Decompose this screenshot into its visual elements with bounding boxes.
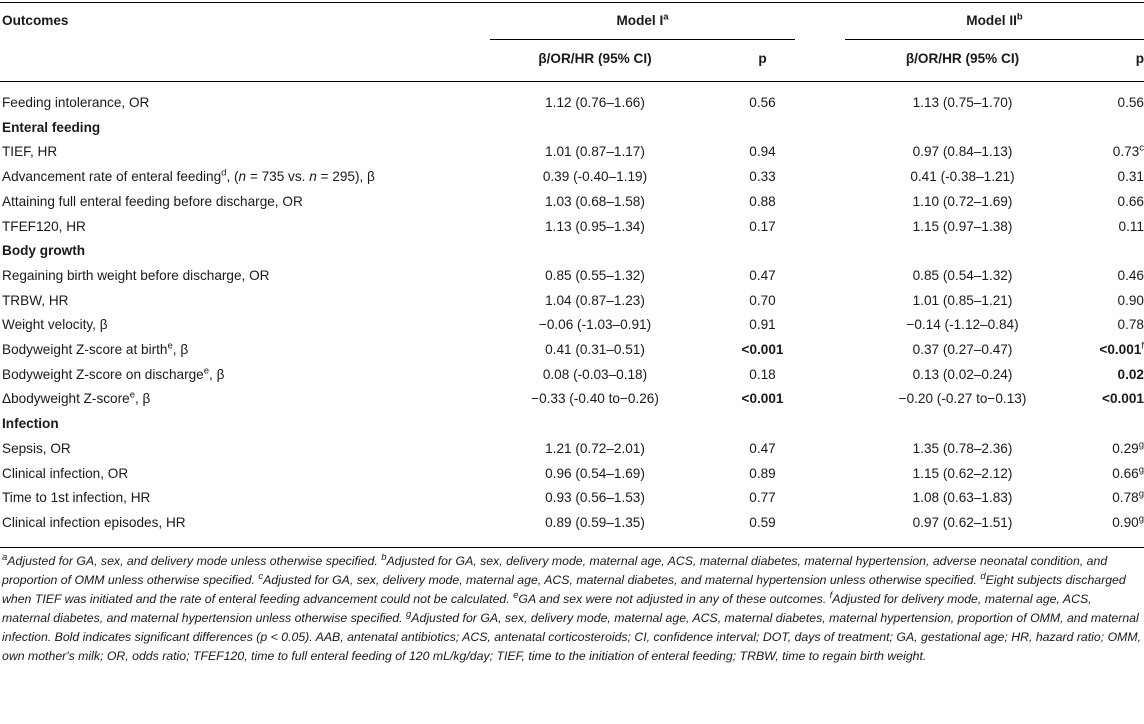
row-label: Advancement rate of enteral feeding$^d$, (n = 735 vs. n = 295), β: [2, 167, 375, 184]
section-heading: Body growth: [2, 243, 86, 258]
row-label: Δbodyweight Z-score$^e$, β: [2, 389, 151, 406]
header-p-model-1: p: [758, 51, 767, 66]
model-2-underline: [845, 39, 1144, 40]
model-2-estimate: −0.20 (-0.27 to−0.13): [898, 391, 1027, 406]
model-1-p-value: 0.33: [749, 169, 776, 184]
model-2-estimate: 0.41 (-0.38–1.21): [910, 169, 1015, 184]
model-1-p-value: 0.77: [749, 490, 776, 505]
model-1-estimate: 1.12 (0.76–1.66): [545, 95, 645, 110]
model-2-estimate: 0.97 (0.62–1.51): [912, 515, 1013, 530]
model-1-estimate: 0.08 (-0.03–0.18): [542, 367, 648, 382]
model-1-p-value: 0.94: [749, 144, 776, 159]
row-label: Attaining full enteral feeding before discharge, OR: [2, 194, 303, 209]
model-1-p-value: 0.59: [749, 515, 776, 530]
row-label: Clinical infection episodes, HR: [2, 515, 186, 530]
model-2-estimate: 0.37 (0.27–0.47): [912, 342, 1013, 357]
model-1-estimate: 1.03 (0.68–1.58): [545, 194, 645, 209]
model-1-p-value: 0.56: [749, 95, 776, 110]
model-2-p-value: 0.78$^g$: [1112, 488, 1144, 505]
model-2-p-value: 0.11: [1118, 219, 1144, 234]
model-1-estimate: 0.41 (0.31–0.51): [545, 342, 645, 357]
row-label: TFEF120, HR: [2, 219, 86, 234]
row-label: TIEF, HR: [2, 144, 58, 159]
model-1-p-value: 0.47: [749, 441, 776, 456]
row-label: Bodyweight Z-score at birth$^e$, β: [2, 340, 189, 357]
model-1-underline: [490, 39, 795, 40]
footnote-paragraph: $^a$Adjusted for GA, sex, and delivery mode unless otherwise specified. $^b$Adjusted for GA, sex, delivery mode, maternal age, ACS, maternal diabetes, maternal hypertension, adverse neonatal condition, and proportion of OMM unless otherwise specified. $^c$Adjusted for GA, sex, delivery mode, maternal age, ACS, maternal diabetes, and maternal hypertension unless otherwise specified. $^d$Eight subjects discharged when TIEF was initiated and the rate of enteral feeding advancement could not be calculated. $^e$GA and sex were not adjusted in any of these outcomes. $^f$Adjusted for delivery mode, maternal age, ACS, maternal diabetes, and maternal hypertension unless otherwise specified. $^g$Adjusted for GA, sex, delivery mode, maternal age, ACS, maternal diabetes, maternal hypertension, proportion of OMM, and maternal infection. Bold indicates significant differences (p < 0.05). AAB, antenatal antibiotics; ACS, antenatal corticosteroids; CI, confidence interval; DOT, days of treatment; GA, gestational age; HR, hazard ratio; OMM, own mother's milk; OR, odds ratio; TFEF120, time to full enteral feeding of 120 mL/kg/day; TIEF, time to the initiation of enteral feeding; TRBW, time to regain birth weight.: [2, 551, 1142, 663]
header-outcomes: Outcomes: [2, 13, 69, 28]
model-2-p-value: 0.02: [1117, 367, 1144, 382]
section-heading: Infection: [2, 416, 59, 431]
model-2-estimate: 1.15 (0.97–1.38): [912, 219, 1013, 234]
model-2-p-value: 0.29$^g$: [1112, 439, 1144, 456]
model-1-estimate: −0.33 (-0.40 to−0.26): [531, 391, 659, 406]
model-2-p-value: 0.31: [1117, 169, 1144, 184]
model-2-p-value: <0.001: [1102, 391, 1144, 406]
model-2-p-value: 0.66$^g$: [1112, 464, 1144, 481]
header-model-2: Model $II^b$: [966, 11, 1023, 28]
model-1-estimate: 0.93 (0.56–1.53): [545, 490, 645, 505]
model-2-p-value: 0.66: [1117, 194, 1144, 209]
model-1-p-value: 0.88: [749, 194, 776, 209]
header-ci-model-1: β/OR/HR (95% CI): [538, 51, 652, 66]
model-1-estimate: 1.01 (0.87–1.17): [545, 144, 645, 159]
model-1-p-value: 0.47: [749, 268, 776, 283]
row-label: Feeding intolerance, OR: [2, 95, 150, 110]
model-2-p-value: 0.56: [1117, 95, 1144, 110]
model-2-p-value: 0.78: [1117, 317, 1144, 332]
header-bottom-rule: [0, 81, 1144, 82]
row-label: Clinical infection, OR: [2, 466, 129, 481]
row-label: Weight velocity, β: [2, 317, 108, 332]
model-1-estimate: 0.85 (0.55–1.32): [545, 268, 645, 283]
header-ci-model-2: β/OR/HR (95% CI): [905, 51, 1020, 66]
row-label: Regaining birth weight before discharge, OR: [2, 268, 270, 283]
model-1-p-value: 0.91: [749, 317, 776, 332]
row-label: Bodyweight Z-score on discharge$^e$, β: [2, 365, 225, 382]
model-1-estimate: 0.39 (-0.40–1.19): [542, 169, 648, 184]
header-model-1: Model $I^a$: [616, 11, 669, 28]
model-2-p-value: 0.46: [1117, 268, 1144, 283]
model-1-p-value: 0.18: [749, 367, 776, 382]
section-heading: Enteral feeding: [2, 120, 101, 135]
model-1-estimate: 0.89 (0.59–1.35): [545, 515, 645, 530]
model-1-p-value: 0.89: [749, 466, 776, 481]
row-label: TRBW, HR: [2, 293, 69, 308]
model-2-p-value: 0.90$^g$: [1112, 513, 1144, 530]
model-1-p-value: <0.001: [741, 391, 784, 406]
model-1-p-value: <0.001: [741, 342, 784, 357]
table-footnotes: [2, 552, 1142, 666]
model-2-estimate: −0.14 (-1.12–0.84): [906, 317, 1019, 332]
header-p-model-2: p: [1135, 51, 1144, 66]
model-2-estimate: 1.13 (0.75–1.70): [912, 95, 1013, 110]
model-2-estimate: 1.35 (0.78–2.36): [912, 441, 1013, 456]
model-1-estimate: 1.21 (0.72–2.01): [545, 441, 645, 456]
model-1-estimate: 1.04 (0.87–1.23): [545, 293, 645, 308]
model-2-estimate: 1.10 (0.72–1.69): [912, 194, 1013, 209]
model-2-p-value: 0.73$^c$: [1112, 142, 1144, 159]
model-2-estimate: 0.97 (0.84–1.13): [912, 144, 1013, 159]
model-1-estimate: 1.13 (0.95–1.34): [545, 219, 645, 234]
row-label: Time to 1st infection, HR: [2, 490, 151, 505]
model-2-estimate: 0.85 (0.54–1.32): [912, 268, 1013, 283]
model-2-estimate: 1.15 (0.62–2.12): [912, 466, 1013, 481]
model-1-estimate: 0.96 (0.54–1.69): [545, 466, 645, 481]
model-1-p-value: 0.17: [749, 219, 776, 234]
table-bottom-rule: [0, 547, 1144, 548]
model-2-p-value: 0.90: [1117, 293, 1144, 308]
model-2-p-value: <0.001$^f$: [1099, 340, 1144, 357]
row-label: Sepsis, OR: [2, 441, 71, 456]
model-2-estimate: 1.01 (0.85–1.21): [912, 293, 1013, 308]
model-2-estimate: 1.08 (0.63–1.83): [912, 490, 1013, 505]
model-1-p-value: 0.70: [749, 293, 776, 308]
model-1-estimate: −0.06 (-1.03–0.91): [538, 317, 652, 332]
model-2-estimate: 0.13 (0.02–0.24): [912, 367, 1013, 382]
table-top-rule: [0, 2, 1144, 3]
